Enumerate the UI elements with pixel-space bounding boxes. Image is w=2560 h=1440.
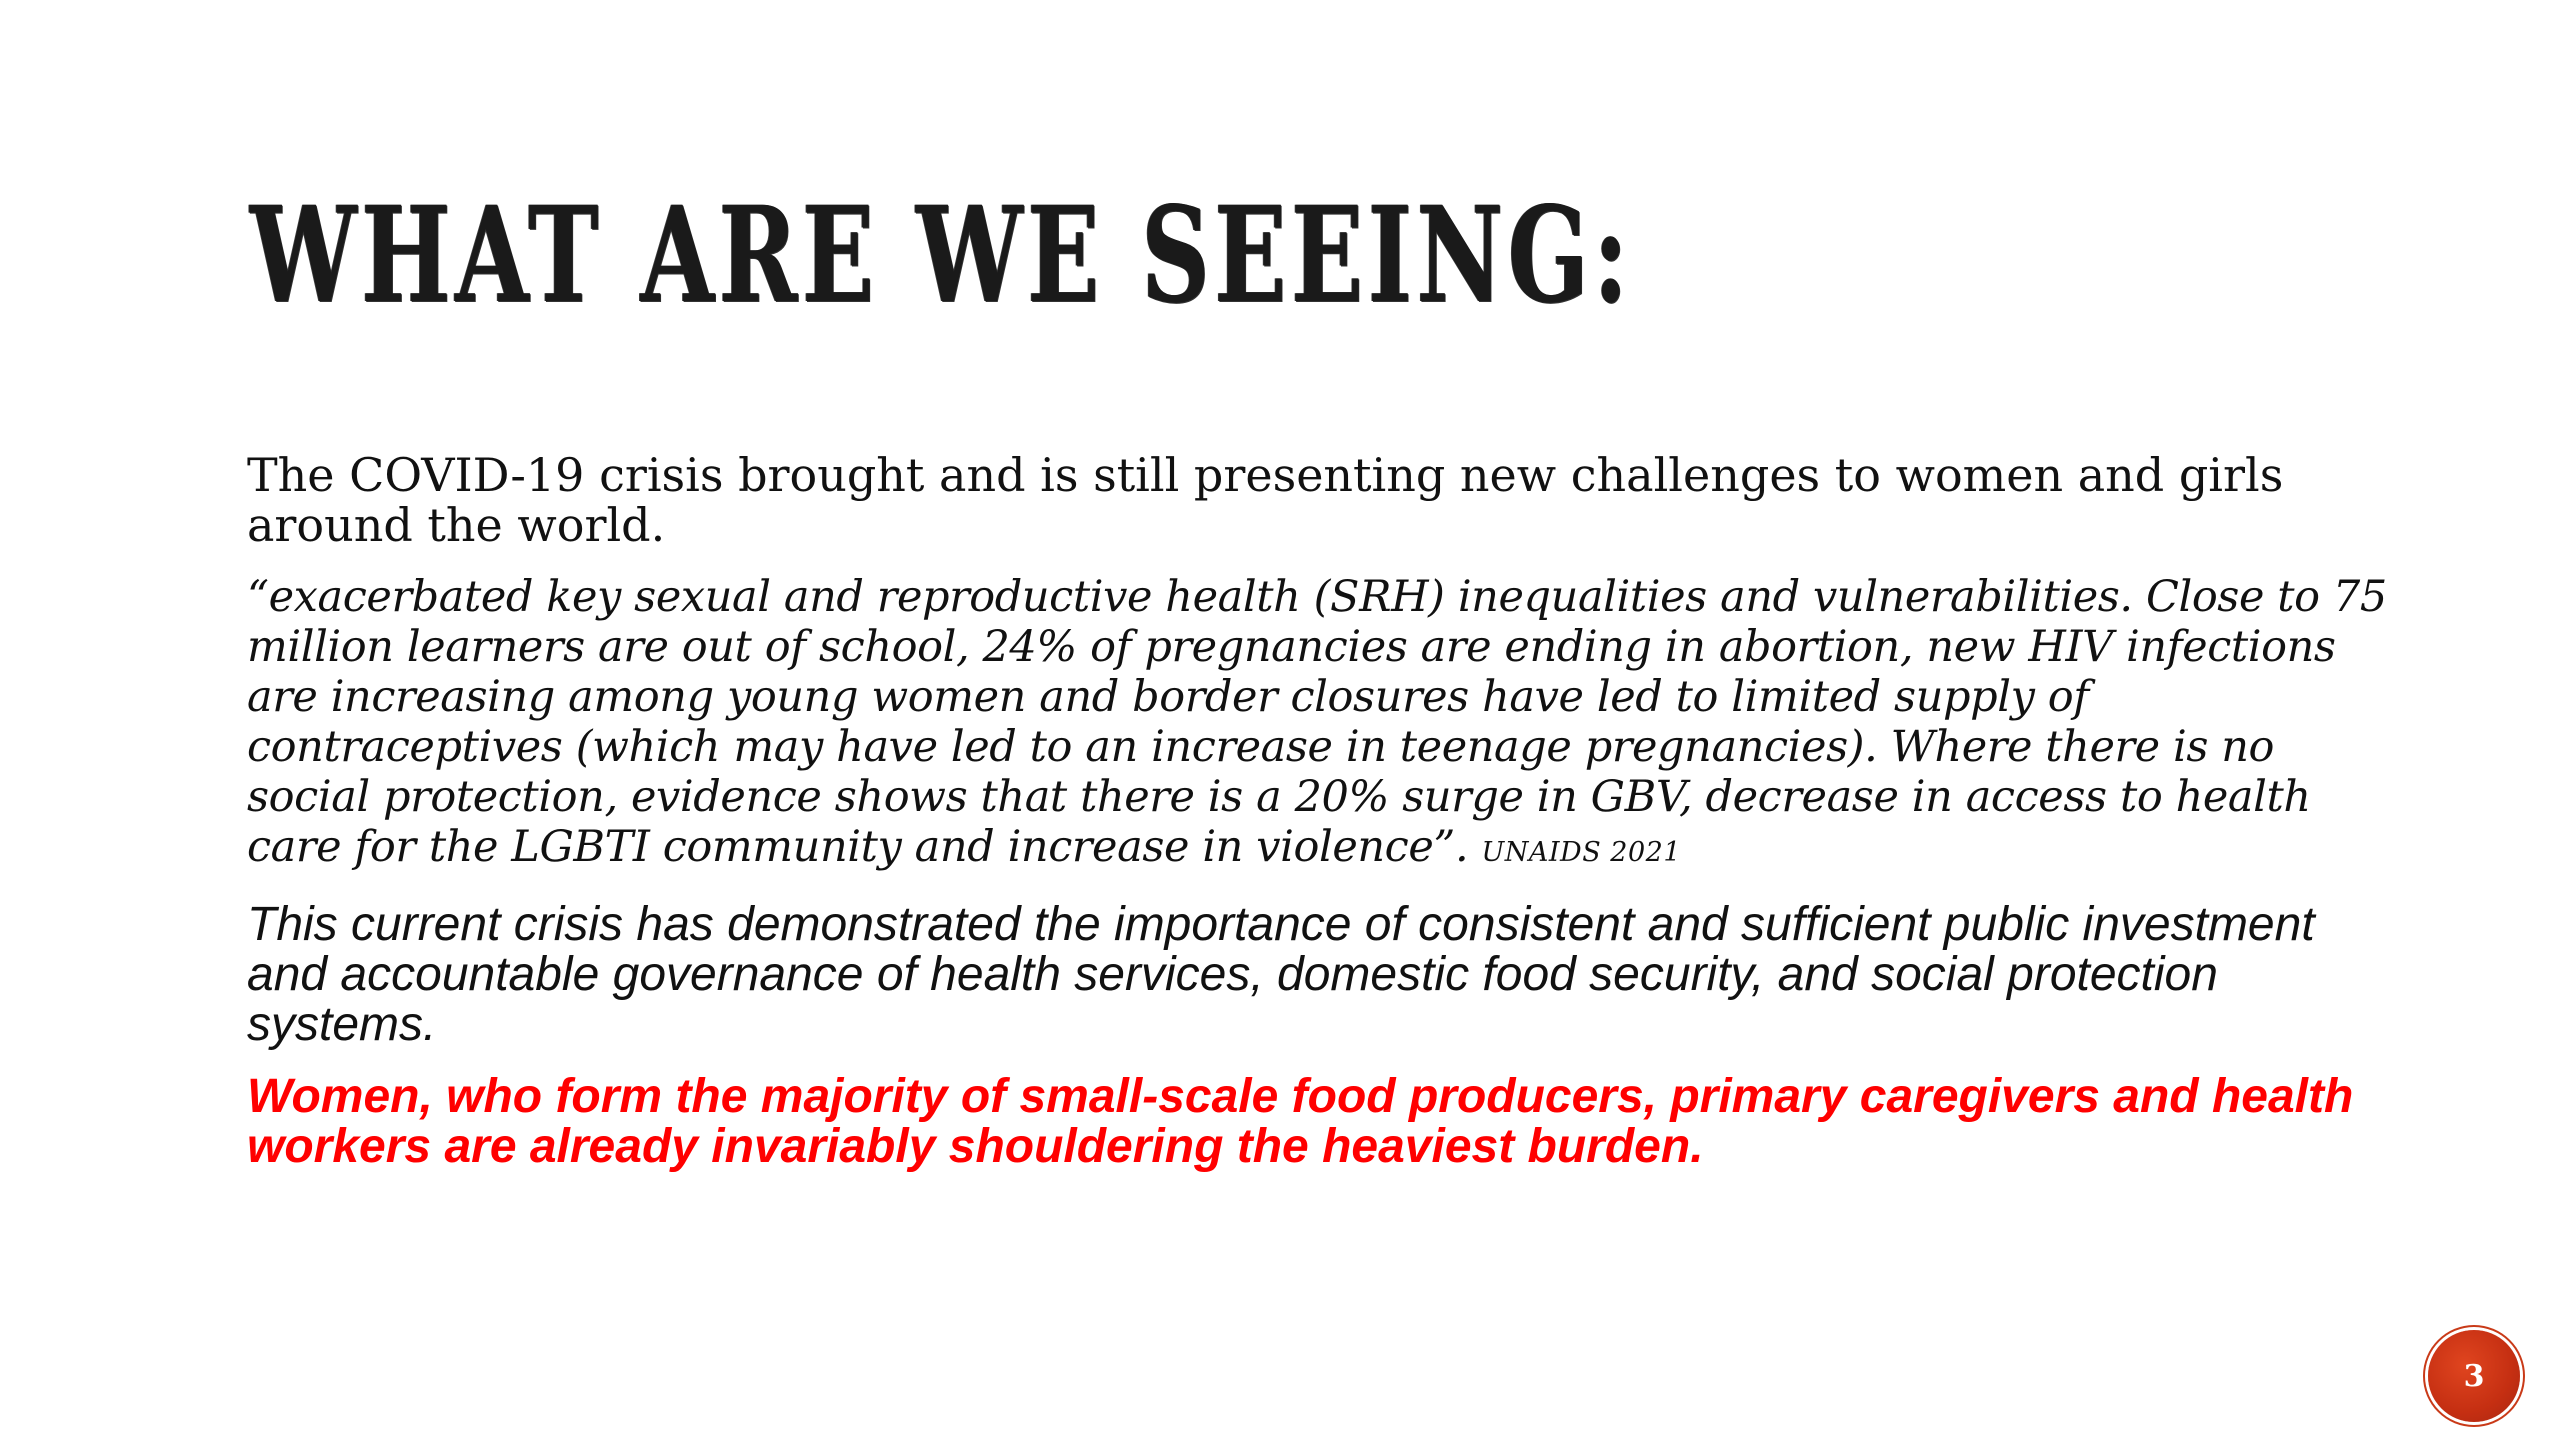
slide-body: [247, 450, 2397, 1194]
crisis-paragraph: This current crisis has demonstrated the importance of consistent and sufficient public investment and accountable governance of health services, domestic food security, and social protection systems.: [247, 898, 2315, 1051]
page-number-badge: [2428, 1330, 2520, 1422]
quote-text: “exacerbated key sexual and reproductive health (SRH) inequalities and vulnerabilities. Close to 75 million learners are out of school, 24% of pregnancies are ending in abortion, new HIV infections are increasing among young women and border closures have led to limited supply of contraceptives (which may have led to an increase in teenage pregnancies). Where there is no social protection, evidence shows that there is a 20% surge in GBV, decrease in access to health care for the LGBTI community and increase in violence”.: [247, 572, 2387, 872]
quote-source: UNAIDS 2021: [1481, 837, 1681, 868]
slide-title: WHAT ARE WE SEEING:: [250, 178, 1633, 333]
women-burden-paragraph: Women, who form the majority of small-scale food producers, primary caregivers and health workers are already invariably shouldering the heaviest burden.: [247, 1070, 2354, 1173]
quote-paragraph: [247, 572, 2397, 878]
intro-paragraph: The COVID-19 crisis brought and is still presenting new challenges to women and girls around the world.: [247, 448, 2284, 552]
page-number: 3: [2463, 1358, 2485, 1394]
